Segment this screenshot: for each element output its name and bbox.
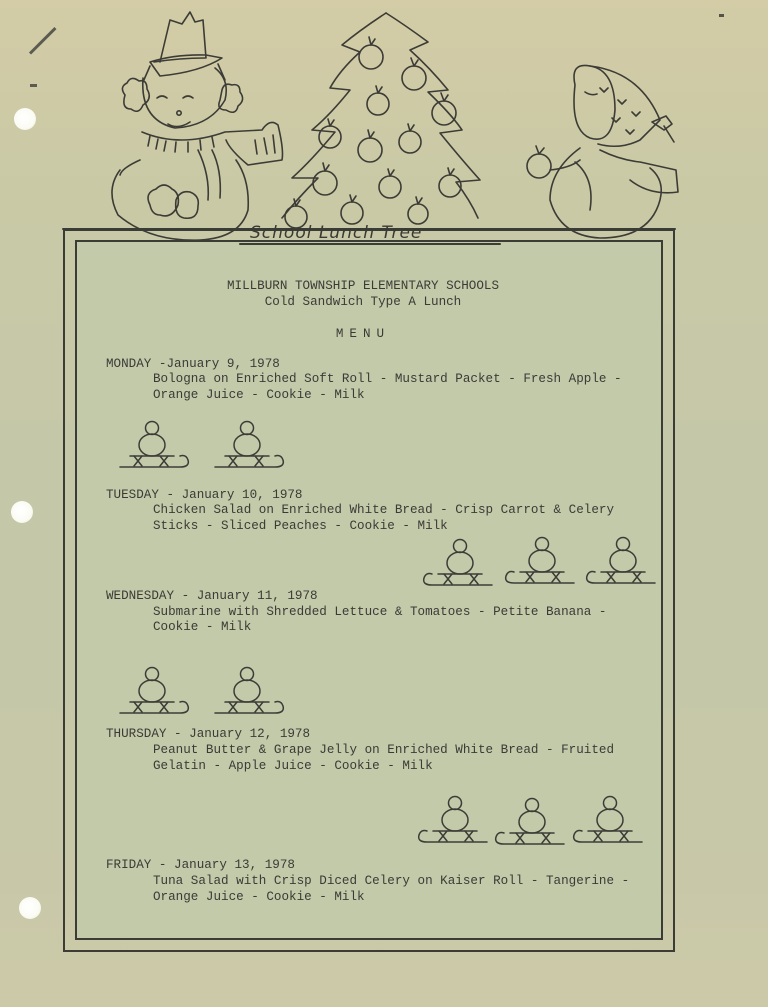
snowman-sled-icon bbox=[492, 797, 568, 847]
apple-ornaments bbox=[285, 37, 461, 228]
snowman-sled-icon bbox=[502, 536, 578, 586]
binder-hole-bottom bbox=[19, 897, 41, 919]
day-heading-tuesday: TUESDAY - January 10, 1978 bbox=[106, 488, 303, 502]
menu-line-monday-2: Orange Juice - Cookie - Milk bbox=[153, 388, 365, 402]
menu-line-monday-1: Bologna on Enriched Soft Roll - Mustard Packet - Fresh Apple - bbox=[153, 372, 622, 386]
menu-line-wednesday-2: Cookie - Milk bbox=[153, 620, 252, 634]
day-heading-friday: FRIDAY - January 13, 1978 bbox=[106, 858, 295, 872]
day-heading-monday: MONDAY -January 9, 1978 bbox=[106, 357, 280, 371]
district-name: MILLBURN TOWNSHIP ELEMENTARY SCHOOLS bbox=[226, 279, 500, 293]
day-heading-wednesday: WEDNESDAY - January 11, 1978 bbox=[106, 589, 318, 603]
menu-title: MENU bbox=[335, 327, 391, 341]
menu-line-thursday-1: Peanut Butter & Grape Jelly on Enriched White Bread - Fruited bbox=[153, 743, 615, 757]
menu-line-friday-2: Orange Juice - Cookie - Milk bbox=[153, 890, 365, 904]
banner-title: School Lunch Tree bbox=[250, 223, 423, 243]
snowman-icon bbox=[112, 12, 283, 240]
snowman-sled-icon bbox=[118, 420, 194, 470]
snowman-sled-icon bbox=[213, 666, 289, 716]
snowman-sled-icon bbox=[213, 420, 289, 470]
apple-tree-icon bbox=[282, 13, 480, 228]
lunch-type: Cold Sandwich Type A Lunch bbox=[264, 295, 462, 309]
snowman-sled-icon bbox=[420, 538, 496, 588]
menu-line-thursday-2: Gelatin - Apple Juice - Cookie - Milk bbox=[153, 759, 433, 773]
snowman-sled-icon bbox=[118, 666, 194, 716]
snow-girl-icon bbox=[527, 65, 678, 238]
menu-line-tuesday-2: Sticks - Sliced Peaches - Cookie - Milk bbox=[153, 519, 448, 533]
menu-line-tuesday-1: Chicken Salad on Enriched White Bread - Crisp Carrot & Celery bbox=[153, 503, 615, 517]
menu-line-friday-1: Tuna Salad with Crisp Diced Celery on Kaiser Roll - Tangerine - bbox=[153, 874, 630, 888]
menu-line-wednesday-1: Submarine with Shredded Lettuce & Tomatoes - Petite Banana - bbox=[153, 605, 607, 619]
binder-hole-middle bbox=[11, 501, 33, 523]
snowman-sled-icon bbox=[415, 795, 491, 845]
snowman-sled-icon bbox=[570, 795, 646, 845]
day-heading-thursday: THURSDAY - January 12, 1978 bbox=[106, 727, 311, 741]
header-illustration bbox=[0, 0, 768, 250]
snowman-sled-icon bbox=[583, 530, 659, 586]
